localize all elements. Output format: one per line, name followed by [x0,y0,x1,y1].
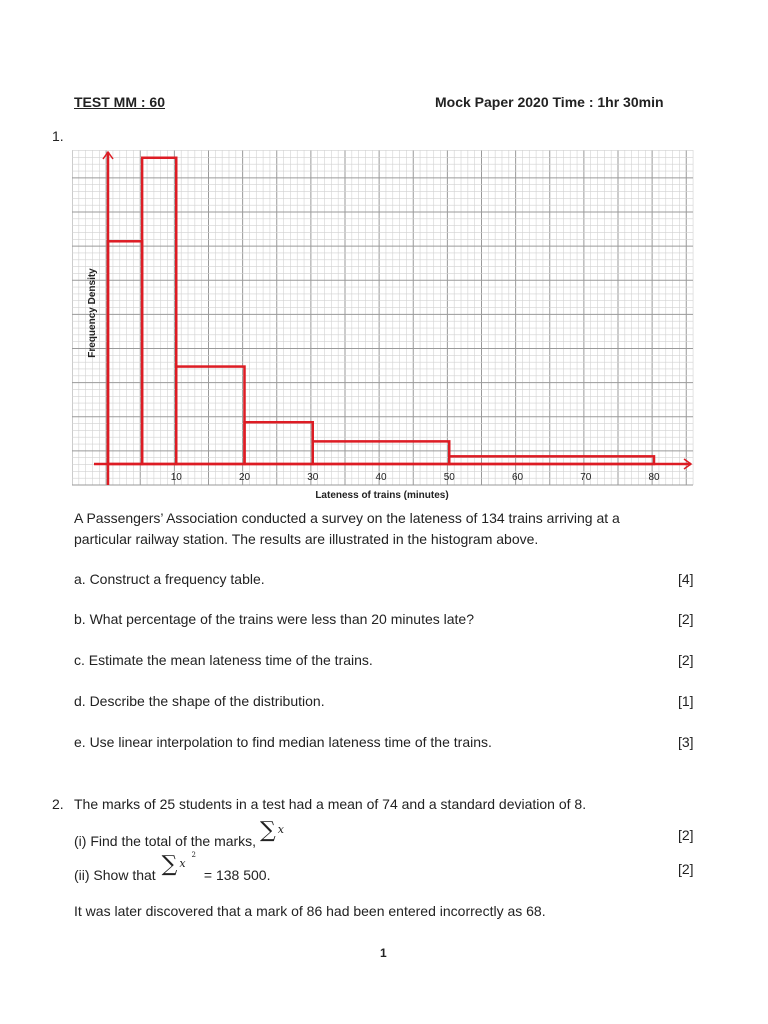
x-tick-label: 70 [580,472,592,483]
x-tick-label: 30 [307,472,319,483]
paper-time-header: Mock Paper 2020 Time : 1hr 30min [435,94,664,110]
q1-part-e-marks: [3] [678,734,694,750]
q2-part-i-marks: [2] [678,827,694,843]
histogram-bar [313,441,450,464]
q1-intro-line-1: A Passengers’ Association conducted a survey on the lateness of 134 trains arriving at a [74,510,620,526]
x-tick-label: 50 [443,472,455,483]
variable-x: x [277,823,284,836]
lateness-histogram [72,148,696,508]
x-tick-label: 60 [511,472,524,483]
y-axis-label: Frequency Density [87,268,98,358]
q1-part-e: e. Use linear interpolation to find median lateness time of the trains. [74,734,492,750]
x-tick-labels [171,472,660,483]
histogram-bar [176,367,244,464]
q1-part-c: c. Estimate the mean lateness time of the trains. [74,652,373,668]
q1-intro-line-2: particular railway station. The results are illustrated in the histogram above. [74,531,539,547]
sum-symbol-2: ∑ [161,852,178,877]
q1-part-c-marks: [2] [678,652,694,668]
histogram-bars [108,158,654,464]
q1-part-a-marks: [4] [678,571,694,587]
q1-part-b-marks: [2] [678,611,694,627]
question-1-number: 1. [52,128,64,144]
graph-paper-grid [72,150,693,485]
page-number: 1 [380,946,387,960]
q1-part-a: a. Construct a frequency table. [74,571,265,587]
question-2-number: 2. [52,796,64,812]
x-axis-label: Lateness of trains (minutes) [315,490,449,501]
superscript-2: 2 [191,851,196,860]
q2-part-ii-prefix: (ii) Show that [74,867,156,883]
x-tick-label: 10 [170,472,182,483]
test-marks-header: TEST MM : 60 [74,94,166,110]
variable-x-2: x [179,857,186,870]
q1-intro [74,508,694,550]
q2-later-statement: It was later discovered that a mark of 86 had been entered incorrectly as 68. [74,903,546,919]
q2-statement: The marks of 25 students in a test had a mean of 74 and a standard deviation of 8. [74,796,587,812]
q1-part-d-marks: [1] [678,693,694,709]
x-tick-label: 80 [648,472,660,483]
q2-part-i [74,818,284,849]
x-tick-label: 20 [238,472,251,483]
sum-symbol: ∑ [259,818,276,843]
q1-part-b: b. What percentage of the trains were less than 20 minutes late? [74,611,475,627]
q1-part-d: d. Describe the shape of the distribution. [74,693,325,709]
q2-part-ii-result: = 138 500. [203,867,271,883]
q2-part-i-text: (i) Find the total of the marks, [74,833,257,849]
histogram-bar [449,456,654,464]
q2-part-ii [74,851,271,883]
x-tick-label: 40 [375,472,387,483]
q2-part-ii-marks: [2] [678,861,694,877]
